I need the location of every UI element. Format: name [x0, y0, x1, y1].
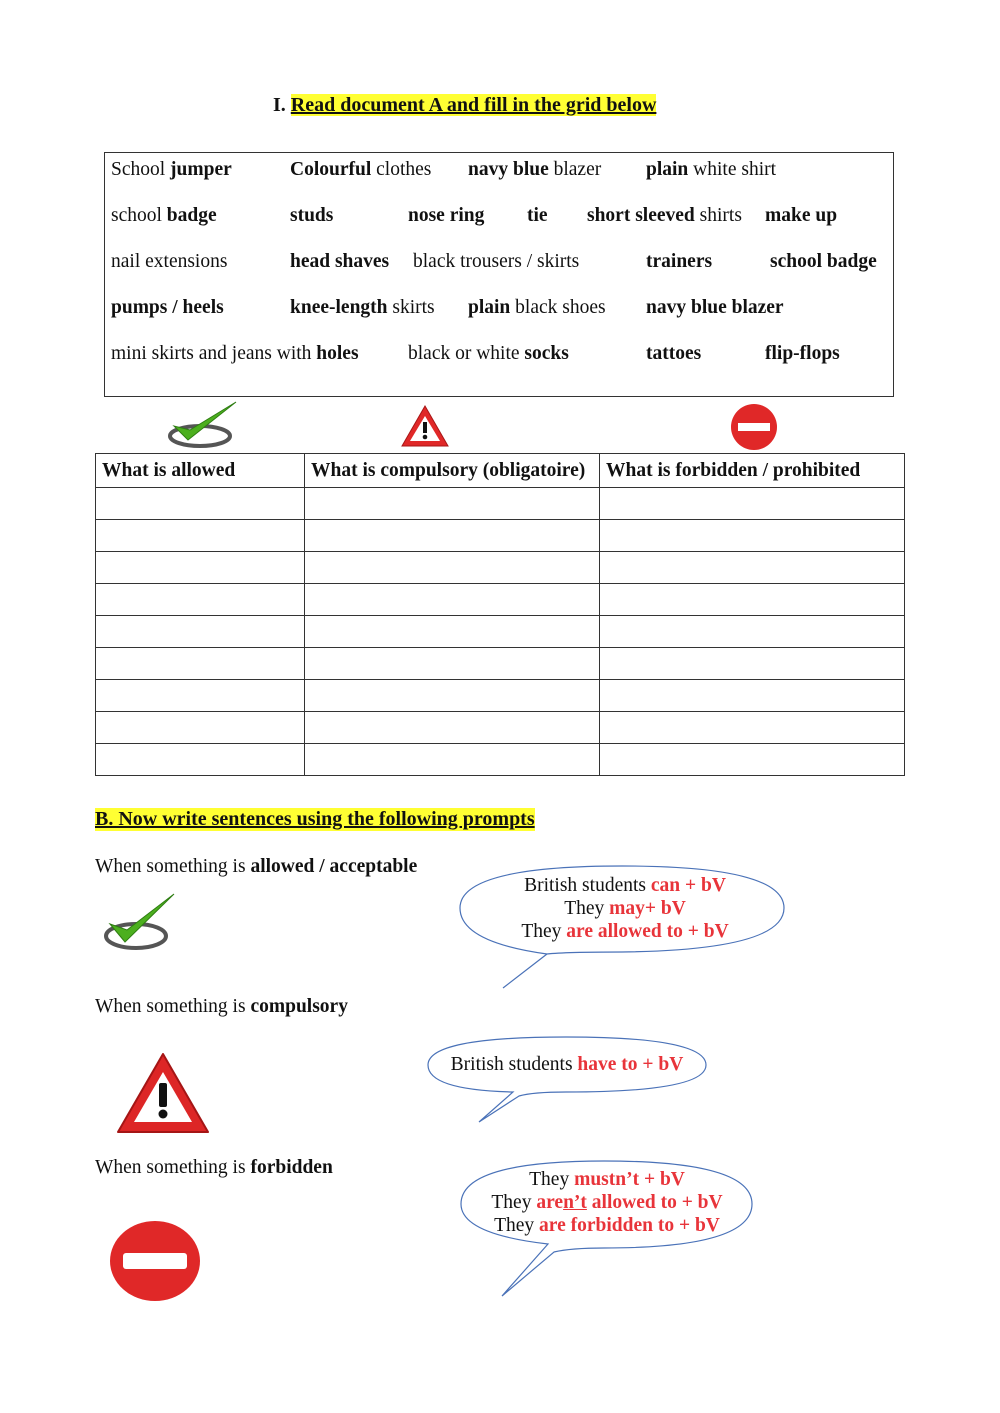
cell-forbidden[interactable]: [600, 488, 905, 520]
cell-allowed[interactable]: [96, 520, 305, 552]
vocab-item: flip-flops: [765, 343, 840, 364]
vocab-item: plain white shirt: [646, 159, 777, 180]
table-row: [96, 488, 905, 520]
cell-compulsory[interactable]: [305, 584, 600, 616]
vocab-item: navy blue blazer: [646, 297, 784, 318]
vocabulary-box: [104, 152, 894, 397]
cell-forbidden[interactable]: [600, 744, 905, 776]
vocab-item: head shaves: [290, 251, 390, 272]
cell-forbidden[interactable]: [600, 680, 905, 712]
cell-allowed[interactable]: [96, 744, 305, 776]
cell-compulsory[interactable]: [305, 648, 600, 680]
bubble-text-compulsory: British students have to + bV: [450, 1054, 684, 1075]
vocab-item: school badge: [111, 205, 217, 226]
table-row: [96, 744, 905, 776]
check-icon: [98, 888, 178, 958]
prompt-compulsory: When something is compulsory: [95, 996, 348, 1017]
vocab-item: Colourful clothes: [290, 159, 432, 180]
vocab-item: School jumper: [111, 159, 232, 180]
vocab-item: nose ring: [408, 205, 485, 226]
vocab-item: make up: [765, 205, 838, 226]
vocab-item: short sleeved shirts: [587, 205, 742, 226]
check-icon: [162, 396, 242, 454]
no-entry-icon: [107, 1218, 203, 1304]
bubble-text-forbidden: They mustn’t + bV They aren’t allowed to + bV They are forbidden to + bV: [491, 1169, 723, 1236]
vocab-item: navy blue blazer: [468, 159, 602, 180]
vocab-item: mini skirts and jeans with holes: [111, 343, 359, 364]
cell-allowed[interactable]: [96, 552, 305, 584]
cell-allowed[interactable]: [96, 616, 305, 648]
cell-allowed[interactable]: [96, 488, 305, 520]
cell-forbidden[interactable]: [600, 552, 905, 584]
cell-compulsory[interactable]: [305, 680, 600, 712]
vocab-item: tattoes: [646, 343, 702, 364]
vocab-item: plain black shoes: [468, 297, 606, 318]
table-row: [96, 520, 905, 552]
table-row: [96, 680, 905, 712]
cell-compulsory[interactable]: [305, 488, 600, 520]
vocab-item: black or white socks: [408, 343, 569, 364]
speech-bubble-compulsory: [423, 1034, 713, 1126]
cell-allowed[interactable]: [96, 680, 305, 712]
vocab-item: trainers: [646, 251, 713, 272]
table-row: [96, 648, 905, 680]
table-row: [96, 712, 905, 744]
vocab-item: tie: [527, 205, 548, 226]
cell-compulsory[interactable]: [305, 520, 600, 552]
prompt-allowed: When something is allowed / acceptable: [95, 856, 418, 877]
cell-allowed[interactable]: [96, 648, 305, 680]
table-row: [96, 616, 905, 648]
cell-compulsory[interactable]: [305, 552, 600, 584]
warning-triangle-icon: [114, 1050, 212, 1138]
warning-triangle-icon: [399, 403, 451, 449]
cell-forbidden[interactable]: [600, 584, 905, 616]
cell-compulsory[interactable]: [305, 744, 600, 776]
vocab-item: nail extensions: [111, 251, 228, 272]
cell-allowed[interactable]: [96, 584, 305, 616]
section-b-title: B. Now write sentences using the following prompts: [95, 808, 535, 830]
cell-forbidden[interactable]: [600, 648, 905, 680]
vocab-item: school badge: [770, 251, 877, 272]
grid-header-row: [96, 454, 905, 488]
header-allowed: What is allowed: [96, 454, 305, 488]
cell-compulsory[interactable]: [305, 616, 600, 648]
section-a-title: [273, 94, 656, 117]
section-number: I.: [273, 94, 286, 116]
cell-forbidden[interactable]: [600, 712, 905, 744]
section-a-heading: Read document A and fill in the grid below: [290, 94, 657, 116]
cell-forbidden[interactable]: [600, 520, 905, 552]
table-row: [96, 552, 905, 584]
vocab-item: pumps / heels: [111, 297, 224, 318]
cell-allowed[interactable]: [96, 712, 305, 744]
cell-forbidden[interactable]: [600, 616, 905, 648]
cell-compulsory[interactable]: [305, 712, 600, 744]
vocab-item: black trousers / skirts: [413, 251, 580, 272]
header-compulsory: What is compulsory (obligatoire): [305, 454, 600, 488]
prompt-forbidden: When something is forbidden: [95, 1157, 333, 1178]
answer-grid: [95, 453, 905, 776]
table-row: [96, 584, 905, 616]
header-forbidden: What is forbidden / prohibited: [600, 454, 905, 488]
vocab-item: knee-length skirts: [290, 297, 435, 318]
no-entry-icon: [729, 403, 779, 451]
bubble-text-allowed: British students can + bV They may+ bV They are allowed to + bV: [521, 875, 729, 942]
vocab-item: studs: [290, 205, 334, 226]
